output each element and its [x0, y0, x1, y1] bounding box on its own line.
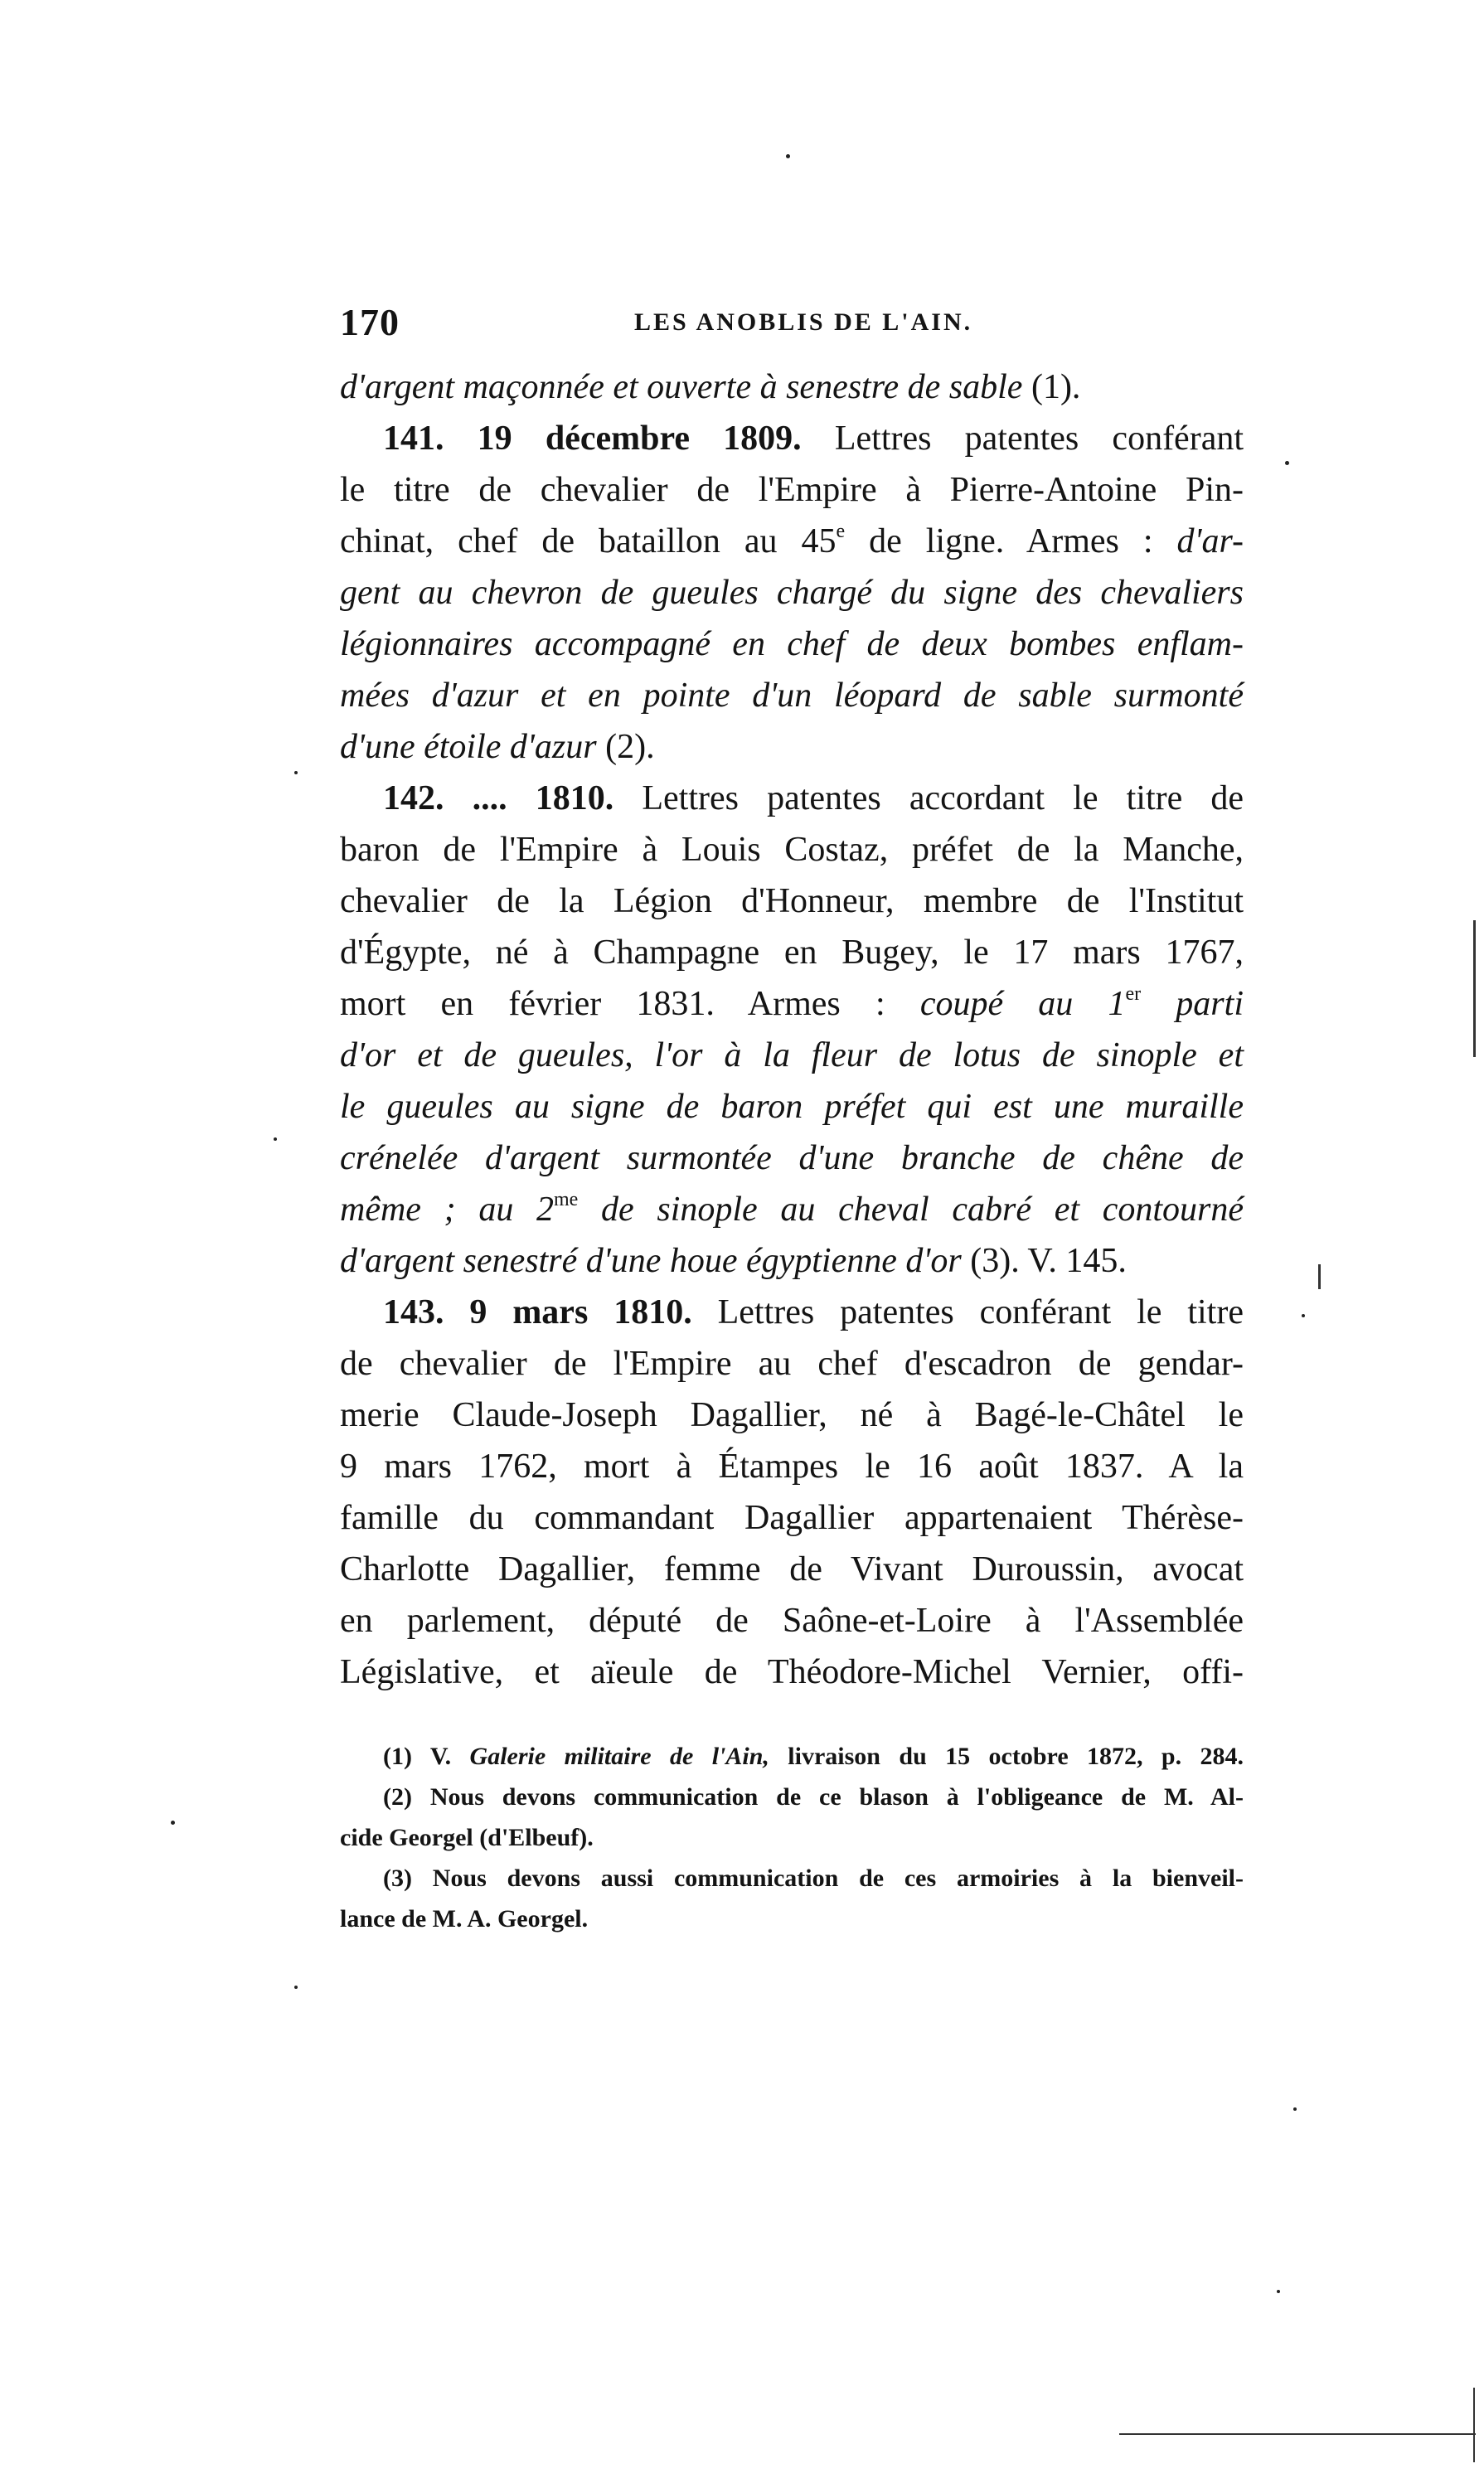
text-segment: chinat, chef de bataillon au 45: [340, 522, 837, 560]
text-line: [340, 1646, 1244, 1698]
scan-speck: [171, 1821, 175, 1825]
text-line: [340, 567, 1244, 618]
text-segment: er: [1125, 983, 1142, 1005]
text-line: [340, 927, 1244, 978]
footnote-segment: livraison du 15 octobre 1872, p. 284.: [769, 1743, 1244, 1770]
text-segment: 142. .... 1810.: [383, 779, 614, 817]
text-segment: me: [554, 1189, 579, 1210]
text-segment: Législative, et aïeule de Théodore-Michel Vernier, offi-: [340, 1653, 1244, 1691]
text-segment: Lettres patentes accordant le titre de: [613, 779, 1244, 817]
footnote-line: [340, 1817, 1244, 1858]
text-line: [340, 618, 1244, 670]
text-segment: Charlotte Dagallier, femme de Vivant Duroussin, avocat: [340, 1550, 1244, 1588]
text-line: [340, 1338, 1244, 1389]
text-segment: en parlement, député de Saône-et-Loire à l'Assemblée: [340, 1602, 1244, 1640]
text-segment: de chevalier de l'Empire au chef d'escadron de gendar-: [340, 1345, 1244, 1383]
footnote-segment: (2) Nous devons communication de ce blason à l'obligeance de M. Al-: [383, 1783, 1244, 1811]
scan-margin-line: [1318, 1264, 1321, 1289]
scan-speck: [1285, 461, 1289, 465]
text-line: [340, 978, 1244, 1030]
text-segment: merie Claude-Joseph Dagallier, né à Bagé-le-Châtel le: [340, 1396, 1244, 1434]
text-segment: d'argent senestré d'une houe égyptienne d'or: [340, 1242, 962, 1280]
text-line: [340, 516, 1244, 567]
body-text: [340, 361, 1244, 1698]
text-segment: le gueules au signe de baron préfet qui est une muraille: [340, 1088, 1244, 1126]
footnote-segment: (1) V.: [383, 1743, 470, 1770]
scan-speck: [294, 1986, 298, 1989]
text-segment: crénelée d'argent surmontée d'une branche de chêne de: [340, 1139, 1244, 1177]
text-line: [340, 1389, 1244, 1441]
text-segment: d'argent maçonnée et ouverte à senestre de sable: [340, 368, 1023, 406]
text-line: [340, 1287, 1244, 1338]
text-segment: d'une étoile d'azur: [340, 728, 597, 766]
text-segment: baron de l'Empire à Louis Costaz, préfet de la Manche,: [340, 831, 1244, 869]
text-segment: même ; au 2: [340, 1191, 555, 1229]
text-segment: 9 mars 1762, mort à Étampes le 16 août 1837. A la: [340, 1448, 1244, 1486]
text-segment: mées d'azur et en pointe d'un léopard de sable surmonté: [340, 677, 1244, 715]
footnote-segment: Galerie militaire de l'Ain,: [469, 1743, 769, 1770]
text-line: [340, 773, 1244, 824]
text-segment: (3). V. 145.: [961, 1242, 1127, 1280]
scan-margin-line: [1119, 2433, 1476, 2435]
footnote-line: [340, 1858, 1244, 1899]
text-segment: chevalier de la Légion d'Honneur, membre de l'Institut: [340, 882, 1244, 920]
text-line: [340, 1132, 1244, 1184]
text-segment: gent au chevron de gueules chargé du signe des chevaliers: [340, 574, 1244, 612]
page-header: [340, 300, 1244, 350]
text-segment: le titre de chevalier de l'Empire à Pierre-Antoine Pin-: [340, 471, 1244, 509]
running-title: LES ANOBLIS DE L'AIN.: [634, 308, 973, 336]
text-segment: 143. 9 mars 1810.: [383, 1293, 692, 1331]
footnotes: [340, 1736, 1244, 1939]
text-line: [340, 1030, 1244, 1081]
text-segment: mort en février 1831. Armes :: [340, 985, 920, 1023]
text-line: [340, 1441, 1244, 1492]
text-segment: d'Égypte, né à Champagne en Bugey, le 17 mars 1767,: [340, 934, 1244, 972]
text-line: [340, 875, 1244, 927]
footnote-line: [340, 1777, 1244, 1817]
text-line: [340, 1492, 1244, 1544]
text-line: [340, 361, 1244, 413]
footnote-line: [340, 1736, 1244, 1777]
text-line: [340, 1544, 1244, 1595]
text-segment: famille du commandant Dagallier appartenaient Thérèse-: [340, 1499, 1244, 1537]
text-line: [340, 1081, 1244, 1132]
footnote-line: [340, 1899, 1244, 1939]
text-line: [340, 721, 1244, 773]
footnote-segment: cide Georgel (d'Elbeuf).: [340, 1824, 594, 1851]
footnote-segment: lance de M. A. Georgel.: [340, 1905, 589, 1933]
text-segment: de ligne. Armes :: [845, 522, 1177, 560]
text-segment: de sinople au cheval cabré et contourné: [578, 1191, 1244, 1229]
scan-margin-line: [1473, 2388, 1475, 2462]
scan-speck: [274, 1137, 277, 1141]
text-segment: parti: [1141, 985, 1244, 1023]
text-segment: e: [836, 521, 846, 542]
text-segment: (1).: [1022, 368, 1081, 406]
text-segment: d'ar-: [1176, 522, 1244, 560]
scan-speck: [1293, 2107, 1297, 2111]
text-segment: Lettres patentes conférant: [801, 419, 1244, 458]
scan-speck: [1277, 2290, 1280, 2293]
scan-margin-line: [1473, 920, 1476, 1057]
text-segment: Lettres patentes conférant le titre: [691, 1293, 1244, 1331]
scan-speck: [1302, 1314, 1305, 1317]
text-line: [340, 464, 1244, 516]
text-line: [340, 670, 1244, 721]
text-segment: 141. 19 décembre 1809.: [383, 419, 802, 458]
text-line: [340, 824, 1244, 875]
scan-speck: [786, 154, 790, 158]
text-line: [340, 413, 1244, 464]
text-segment: légionnaires accompagné en chef de deux bombes enflam-: [340, 625, 1244, 663]
text-line: [340, 1235, 1244, 1287]
scan-speck: [294, 771, 298, 774]
page-number: 170: [340, 301, 400, 343]
text-segment: (2).: [596, 728, 655, 766]
footnote-segment: (3) Nous devons aussi communication de ces armoiries à la bienveil-: [383, 1865, 1244, 1892]
text-line: [340, 1595, 1244, 1646]
text-segment: d'or et de gueules, l'or à la fleur de lotus de sinople et: [340, 1036, 1244, 1074]
text-segment: coupé au 1: [919, 985, 1126, 1023]
text-line: [340, 1184, 1244, 1235]
